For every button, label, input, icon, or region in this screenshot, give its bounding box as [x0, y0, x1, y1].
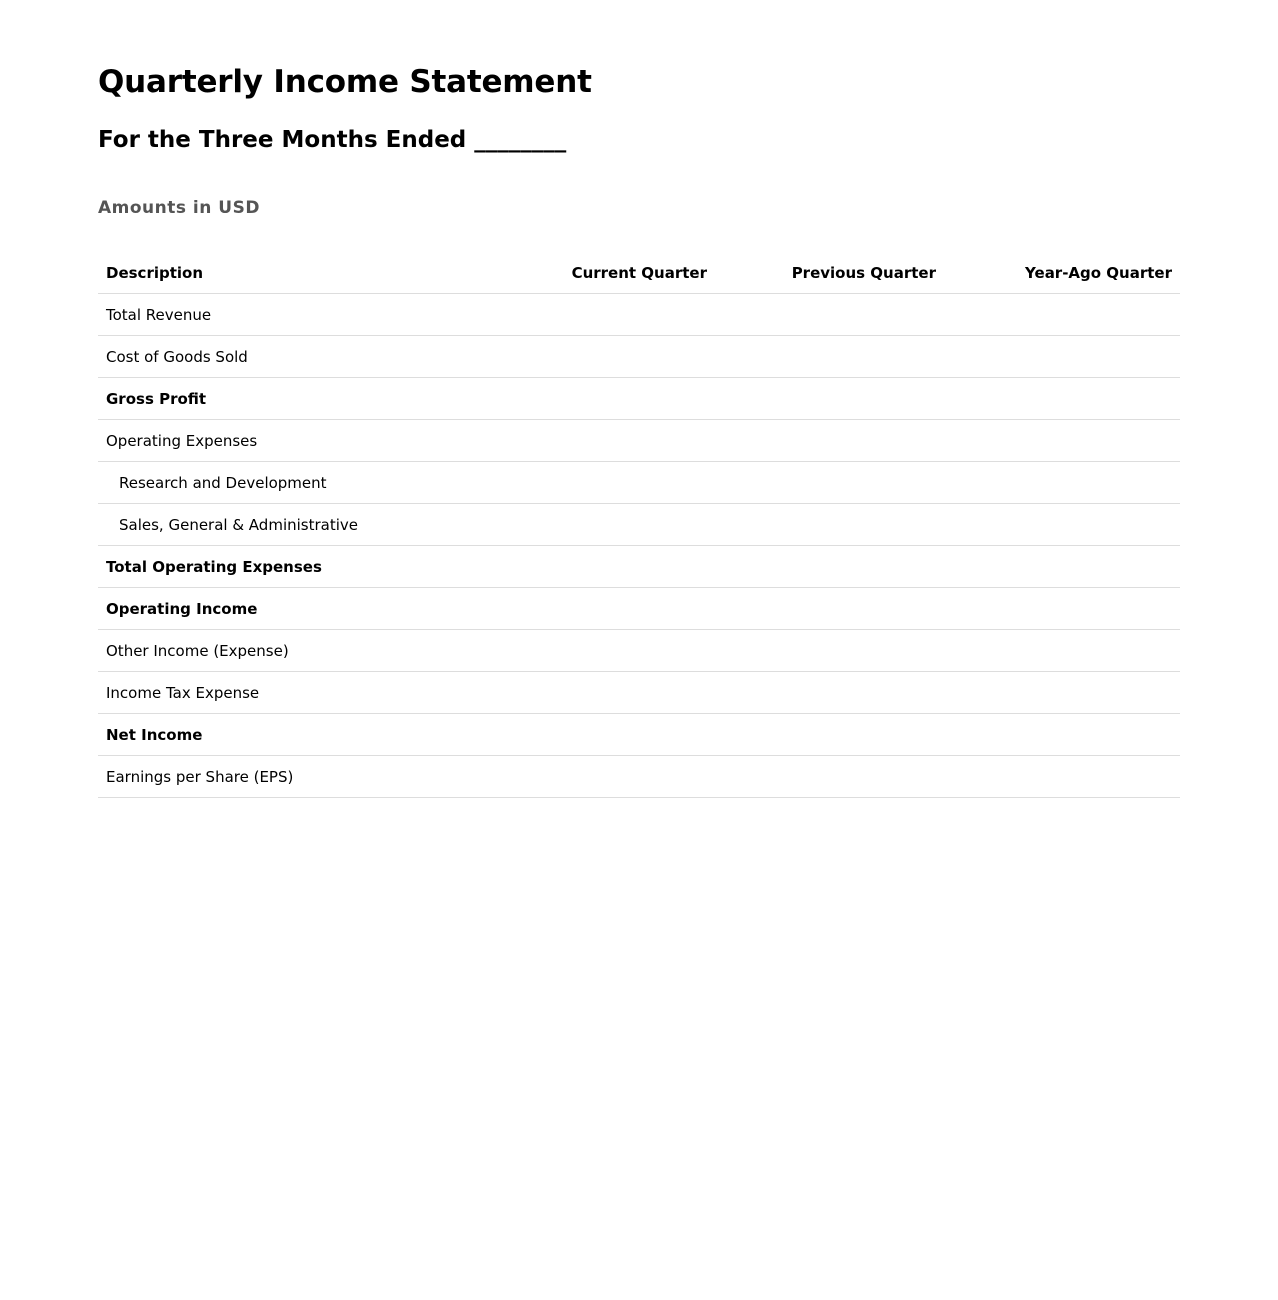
- previous-quarter-cell: [715, 462, 944, 504]
- current-quarter-cell: [538, 504, 715, 546]
- current-quarter-cell: [538, 756, 715, 798]
- table-row: [98, 420, 1180, 462]
- current-quarter-cell: [538, 672, 715, 714]
- table-row: [98, 336, 1180, 378]
- year-ago-quarter-cell: [944, 630, 1180, 672]
- current-quarter-cell: [538, 378, 715, 420]
- year-ago-quarter-cell: [944, 336, 1180, 378]
- row-label: Total Operating Expenses: [98, 546, 538, 588]
- row-label: Net Income: [98, 714, 538, 756]
- column-header-description: Description: [98, 252, 538, 294]
- previous-quarter-cell: [715, 378, 944, 420]
- previous-quarter-cell: [715, 546, 944, 588]
- year-ago-quarter-cell: [944, 672, 1180, 714]
- table-header-row: [98, 252, 1180, 294]
- previous-quarter-cell: [715, 294, 944, 336]
- previous-quarter-cell: [715, 714, 944, 756]
- column-header-current-quarter: Current Quarter: [538, 252, 715, 294]
- table-row: [98, 504, 1180, 546]
- year-ago-quarter-cell: [944, 546, 1180, 588]
- current-quarter-cell: [538, 462, 715, 504]
- row-label: Sales, General & Administrative: [98, 504, 538, 546]
- year-ago-quarter-cell: [944, 294, 1180, 336]
- table-row: [98, 378, 1180, 420]
- row-label: Operating Income: [98, 588, 538, 630]
- previous-quarter-cell: [715, 756, 944, 798]
- column-header-year-ago-quarter: Year-Ago Quarter: [944, 252, 1180, 294]
- row-label: Total Revenue: [98, 294, 538, 336]
- table-row: [98, 714, 1180, 756]
- row-label: Gross Profit: [98, 378, 538, 420]
- row-label: Earnings per Share (EPS): [98, 756, 538, 798]
- year-ago-quarter-cell: [944, 462, 1180, 504]
- table-row: [98, 294, 1180, 336]
- row-label: Other Income (Expense): [98, 630, 538, 672]
- year-ago-quarter-cell: [944, 714, 1180, 756]
- table-row: [98, 588, 1180, 630]
- current-quarter-cell: [538, 630, 715, 672]
- year-ago-quarter-cell: [944, 378, 1180, 420]
- table-row: [98, 546, 1180, 588]
- table-row: [98, 630, 1180, 672]
- previous-quarter-cell: [715, 504, 944, 546]
- table-body: [98, 294, 1180, 798]
- table-row: [98, 462, 1180, 504]
- year-ago-quarter-cell: [944, 588, 1180, 630]
- current-quarter-cell: [538, 420, 715, 462]
- column-header-previous-quarter: Previous Quarter: [715, 252, 944, 294]
- row-label: Research and Development: [98, 462, 538, 504]
- row-label: Income Tax Expense: [98, 672, 538, 714]
- units-note: Amounts in USD: [98, 198, 260, 218]
- year-ago-quarter-cell: [944, 756, 1180, 798]
- page-title: Quarterly Income Statement: [98, 64, 592, 100]
- previous-quarter-cell: [715, 336, 944, 378]
- previous-quarter-cell: [715, 672, 944, 714]
- row-label: Operating Expenses: [98, 420, 538, 462]
- page-subtitle: For the Three Months Ended ________: [98, 127, 567, 153]
- current-quarter-cell: [538, 714, 715, 756]
- previous-quarter-cell: [715, 588, 944, 630]
- current-quarter-cell: [538, 546, 715, 588]
- previous-quarter-cell: [715, 630, 944, 672]
- current-quarter-cell: [538, 588, 715, 630]
- current-quarter-cell: [538, 336, 715, 378]
- table-row: [98, 756, 1180, 798]
- year-ago-quarter-cell: [944, 420, 1180, 462]
- income-statement-table: [98, 252, 1180, 798]
- row-label: Cost of Goods Sold: [98, 336, 538, 378]
- previous-quarter-cell: [715, 420, 944, 462]
- current-quarter-cell: [538, 294, 715, 336]
- table-row: [98, 672, 1180, 714]
- year-ago-quarter-cell: [944, 504, 1180, 546]
